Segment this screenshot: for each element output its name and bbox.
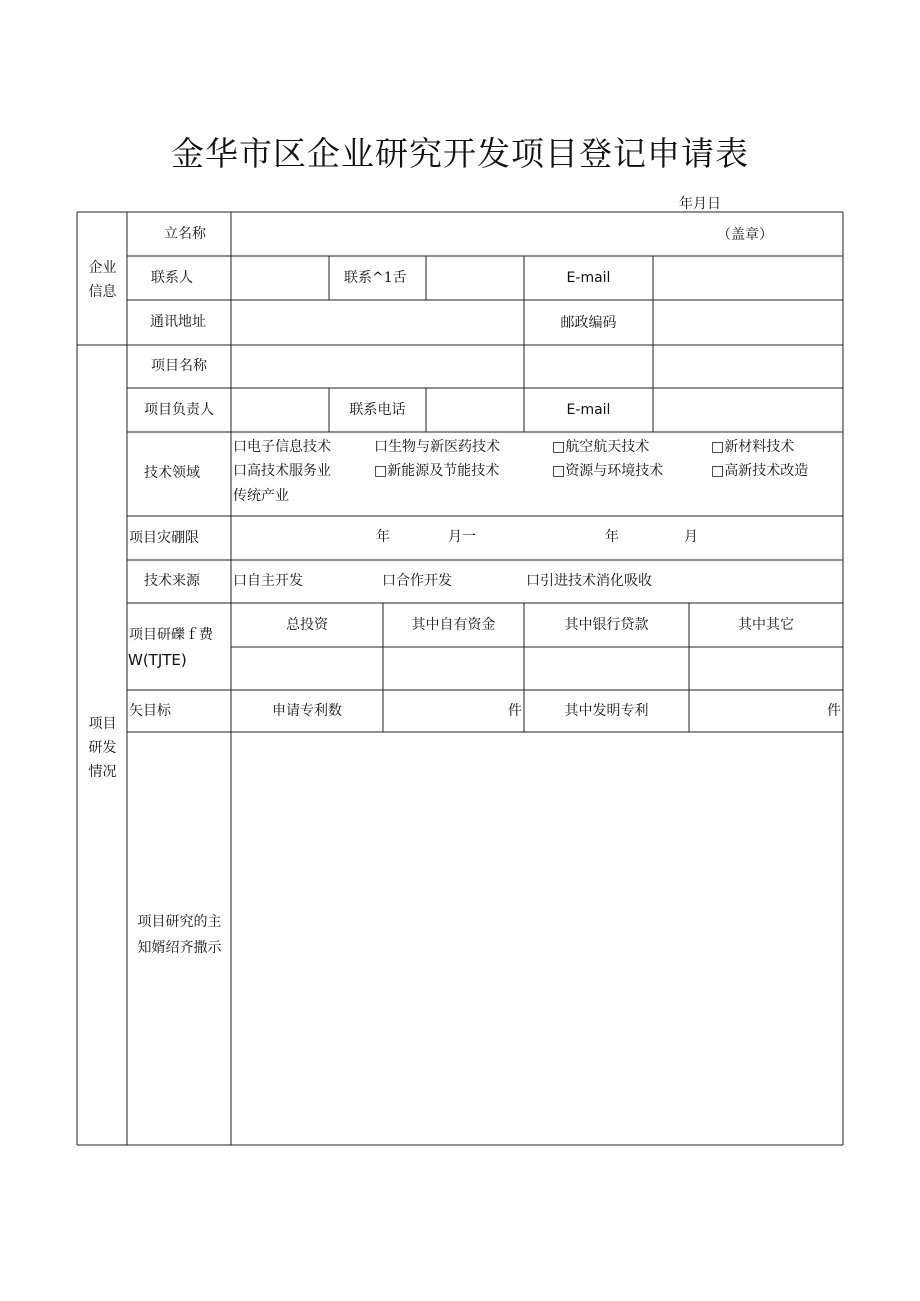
patent-apply-label: 申请专利数 — [272, 703, 342, 719]
postal-code-label: 邮政编码 — [560, 314, 617, 331]
contact-person-field[interactable] — [232, 257, 329, 300]
company-name-label: 立名称 — [164, 226, 206, 242]
address-field[interactable] — [232, 301, 524, 345]
project-email-field[interactable] — [654, 389, 843, 432]
address-label: 通讯地址 — [150, 314, 206, 330]
research-content-label — [128, 905, 231, 965]
page-title: 金华市区企业研究开发项目登记申请表 — [171, 134, 749, 173]
research-content-label-line1: 项目研究的主 — [137, 914, 222, 930]
project-section-label-line2: 研发 — [88, 740, 117, 756]
source-option-cooperative[interactable]: 口合作开发 — [382, 573, 452, 589]
company-section-label — [78, 256, 127, 304]
tech-option-environment[interactable]: □资源与环境技术 — [552, 463, 664, 479]
tech-field-label: 技术领域 — [144, 465, 200, 481]
investment-label-line2: W(TJTE) — [128, 651, 187, 669]
tech-option-energy[interactable]: □新能源及节能技术 — [374, 463, 500, 479]
seal-note: （盖章） — [717, 227, 773, 243]
total-investment-header: 总投资 — [286, 617, 328, 633]
company-email-field[interactable] — [654, 257, 843, 300]
total-investment-field[interactable] — [232, 648, 383, 690]
tech-option-electronic[interactable]: 口电子信息技术 — [233, 439, 331, 455]
project-name-label: 项目名称 — [151, 358, 207, 374]
research-content-field[interactable] — [232, 733, 843, 1145]
company-section-label-line2: 信息 — [88, 284, 117, 300]
project-phone-field[interactable] — [427, 389, 524, 432]
tech-option-hightech-services[interactable]: 口高技术服务业 — [233, 463, 331, 479]
project-section-label — [78, 708, 127, 788]
patent-apply-field[interactable] — [384, 691, 514, 732]
project-leader-field[interactable] — [232, 389, 329, 432]
tech-option-upgrade[interactable]: □高新技术改造 — [711, 463, 809, 479]
source-option-self[interactable]: 口自主开发 — [233, 573, 303, 589]
contact-phone-label: 联系^1舌 — [344, 270, 407, 286]
patent-apply-unit: 件 — [508, 703, 522, 719]
period-end-month: 月 — [684, 529, 698, 545]
target-label: 矢目标 — [129, 703, 171, 719]
period-start-month: 月一 — [448, 529, 476, 545]
project-period-label: 项目灾硼限 — [129, 530, 199, 546]
bank-loan-header: 其中银行贷款 — [564, 617, 649, 633]
invention-patent-label: 其中发明专利 — [564, 703, 649, 719]
research-content-label-line2: 知婿绍齐撒示 — [137, 940, 222, 956]
investment-label-line1: 项目研礫ｆ费 — [129, 627, 213, 643]
own-funds-field[interactable] — [384, 648, 524, 690]
tech-option-upgrade-continued: 传统产业 — [233, 488, 289, 504]
project-section-label-line1: 项目 — [88, 716, 117, 732]
contact-phone-field[interactable] — [427, 257, 524, 300]
date-line: 年月日 — [679, 196, 721, 212]
invention-patent-unit: 件 — [827, 703, 841, 719]
period-end-year: 年 — [605, 529, 619, 545]
project-leader-label: 项目负责人 — [144, 402, 214, 418]
project-name-field[interactable] — [232, 346, 843, 388]
company-name-field[interactable] — [232, 213, 712, 256]
own-funds-header: 其中自有资金 — [411, 617, 496, 633]
other-funds-header: 其中其它 — [738, 617, 794, 633]
postal-code-field[interactable] — [654, 301, 843, 345]
invention-patent-field[interactable] — [690, 691, 825, 732]
company-email-label: E-mail — [566, 270, 611, 286]
tech-option-biomedical[interactable]: 口生物与新医药技术 — [374, 439, 500, 455]
project-email-label: E-mail — [566, 402, 611, 418]
source-option-imported[interactable]: 口引进技术消化吸收 — [526, 573, 652, 589]
period-start-year: 年 — [376, 529, 390, 545]
tech-option-new-materials[interactable]: □新材料技术 — [711, 439, 795, 455]
other-funds-field[interactable] — [690, 648, 843, 690]
tech-source-label: 技术来源 — [144, 573, 200, 589]
bank-loan-field[interactable] — [525, 648, 689, 690]
project-phone-label: 联系电话 — [349, 402, 406, 418]
project-section-label-line3: 情况 — [88, 764, 117, 780]
contact-person-label: 联系人 — [151, 270, 193, 286]
company-section-label-line1: 企业 — [88, 260, 117, 276]
tech-option-aerospace[interactable]: □航空航天技术 — [552, 439, 650, 455]
